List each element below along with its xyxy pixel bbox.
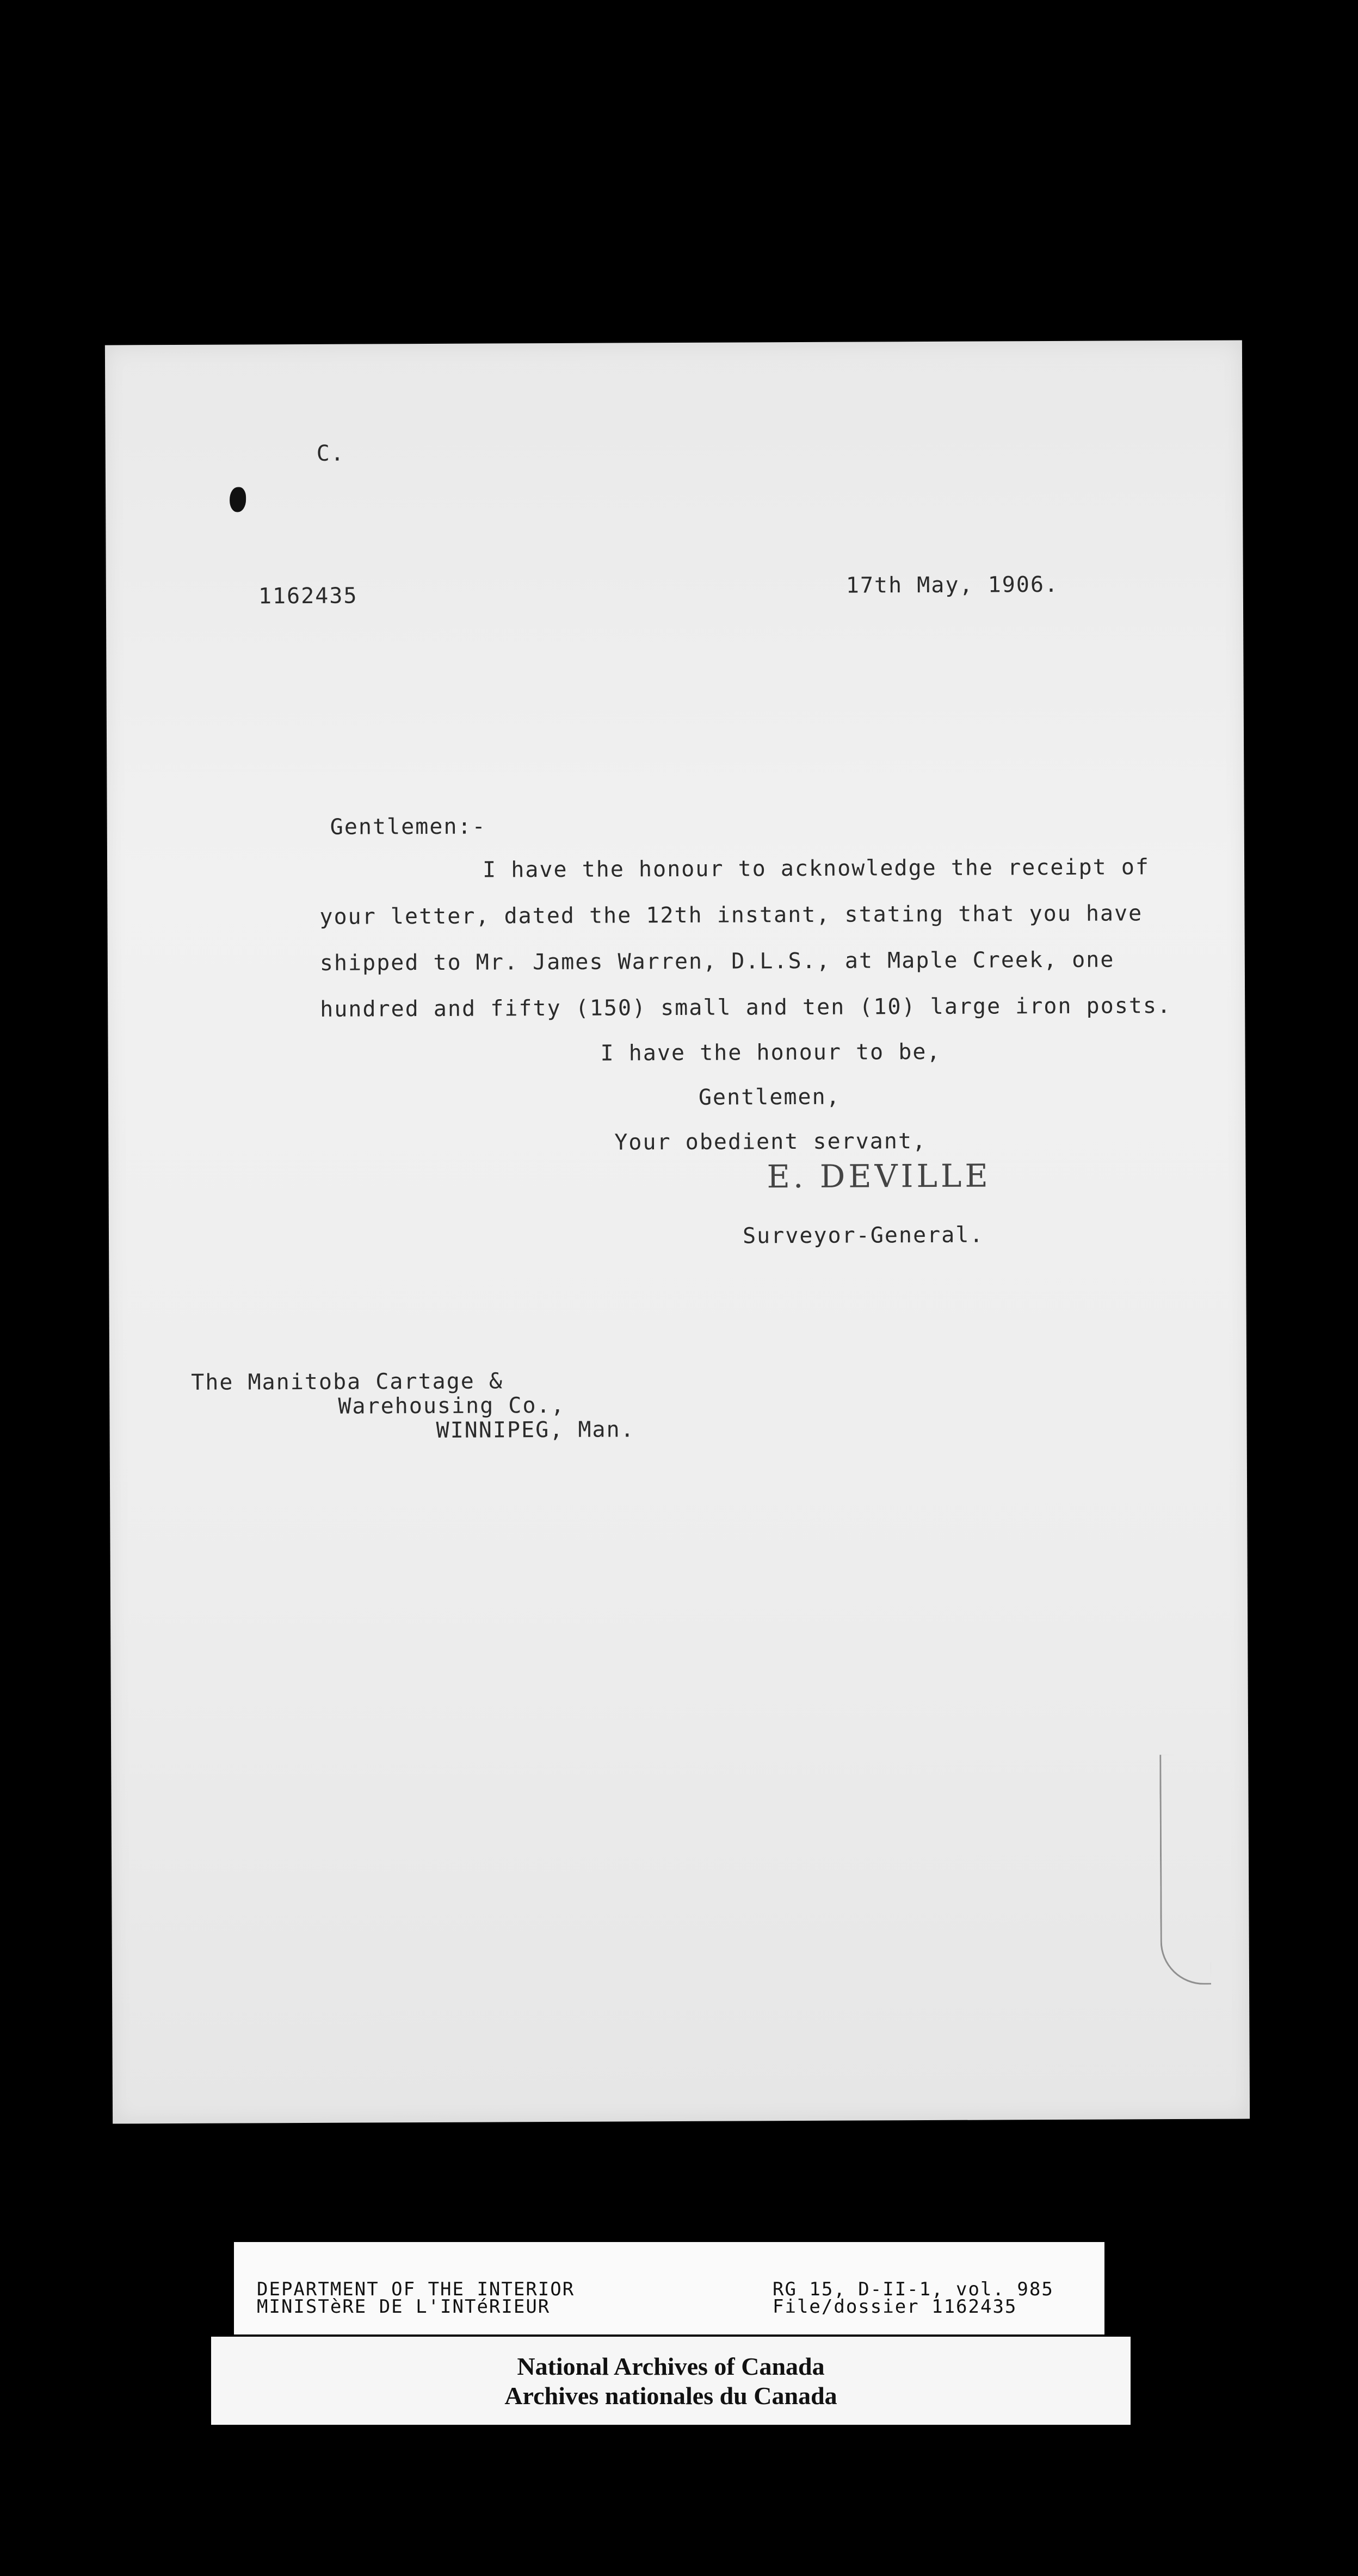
archive-reference-label [234, 2242, 1104, 2334]
body-line: your letter, dated the 12th instant, stating that you have [319, 901, 1143, 930]
letter-page [105, 340, 1250, 2123]
body-line: shipped to Mr. James Warren, D.L.S., at Maple Creek, one [319, 947, 1115, 976]
salutation: Gentlemen:- [330, 814, 486, 840]
addressee-line: Warehousing Co., [338, 1392, 565, 1419]
file-dossier: File/dossier 1162435 [773, 2296, 1017, 2318]
addressee-line: WINNIPEG, Man. [436, 1417, 635, 1443]
closing-line: I have the honour to be, [600, 1039, 941, 1066]
file-number: 1162435 [258, 583, 358, 609]
archives-name-fr: Archives nationales du Canada [504, 2382, 837, 2410]
mark-c: C. [316, 441, 345, 466]
addressee-line: The Manitoba Cartage & [191, 1369, 504, 1395]
archives-name-en: National Archives of Canada [517, 2352, 825, 2380]
record-group-ref: RG 15, D-II-1, vol. 985 [773, 2278, 1054, 2300]
closing-line: Gentlemen, [698, 1084, 841, 1110]
signatory-title: Surveyor-General. [742, 1222, 984, 1249]
ink-blot [230, 487, 246, 512]
closing-line: Your obedient servant, [614, 1128, 927, 1155]
body-line: hundred and fifty (150) small and ten (10) large iron posts. [320, 993, 1172, 1022]
department-en: DEPARTMENT OF THE INTERIOR [257, 2278, 575, 2300]
signature-stamp: E. DEVILLE [767, 1157, 991, 1196]
letter-date: 17th May, 1906. [845, 572, 1059, 598]
archives-label [211, 2337, 1131, 2425]
body-line: I have the honour to acknowledge the receipt of [482, 854, 1150, 883]
department-fr: MINISTèRE DE L'INTéRIEUR [257, 2296, 551, 2318]
